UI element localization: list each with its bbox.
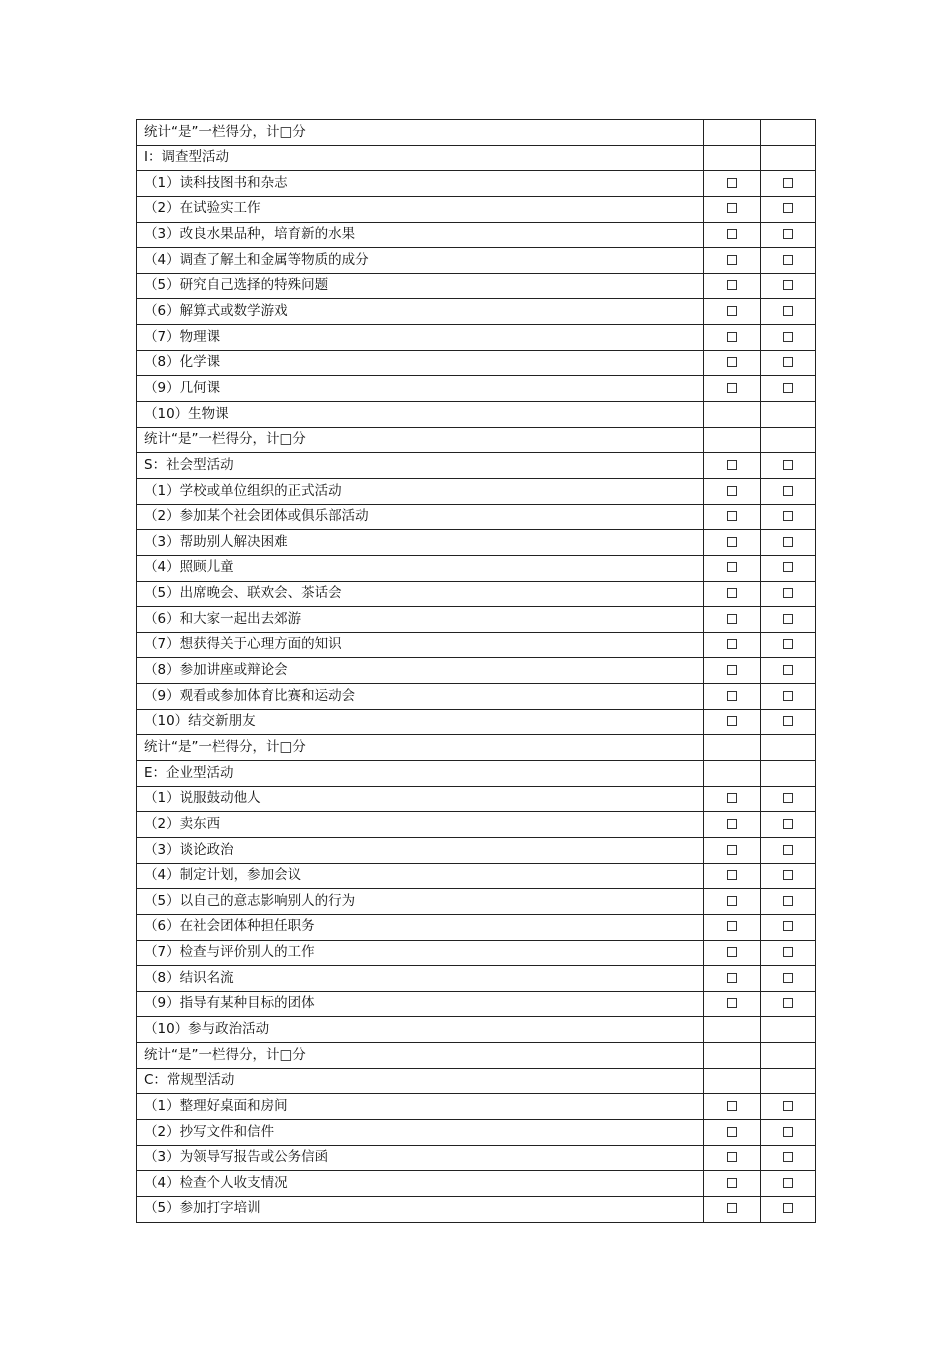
yes-checkbox[interactable] [727,383,737,393]
yes-column-cell [704,991,761,1017]
yes-column-cell [704,812,761,838]
yes-column-cell [704,376,761,402]
no-column-cell [761,1119,816,1145]
item-row [137,632,816,658]
yes-column-cell [704,1119,761,1145]
no-checkbox[interactable] [783,716,793,726]
score-summary-label: 统计“是”一栏得分，计□分 [137,120,704,146]
no-checkbox[interactable] [783,588,793,598]
no-column-cell [761,658,816,684]
yes-checkbox[interactable] [727,1178,737,1188]
yes-column-cell [704,453,761,479]
yes-checkbox[interactable] [727,1127,737,1137]
item-row [137,402,816,428]
no-column-cell [761,991,816,1017]
item-label: （3）谈论政治 [137,837,704,863]
yes-column-cell [704,530,761,556]
yes-checkbox[interactable] [727,511,737,521]
item-label: （4）制定计划，参加会议 [137,863,704,889]
item-label: （8）化学课 [137,350,704,376]
item-label: （4）调查了解土和金属等物质的成分 [137,248,704,274]
item-row [137,1145,816,1171]
item-label: （5）研究自己选择的特殊问题 [137,273,704,299]
item-row [137,658,816,684]
no-column-cell [761,684,816,710]
no-checkbox[interactable] [783,383,793,393]
item-row [137,709,816,735]
no-column-cell [761,786,816,812]
yes-checkbox[interactable] [727,973,737,983]
section-header-row [137,145,816,171]
no-checkbox[interactable] [783,537,793,547]
item-row [137,914,816,940]
item-label: （6）在社会团体种担任职务 [137,914,704,940]
item-label: （1）读科技图书和杂志 [137,171,704,197]
item-label: （9）观看或参加体育比赛和运动会 [137,684,704,710]
yes-checkbox[interactable] [727,460,737,470]
item-row [137,376,816,402]
yes-checkbox[interactable] [727,947,737,957]
yes-column-cell [704,1017,761,1043]
score-summary-label: 统计“是”一栏得分，计□分 [137,735,704,761]
yes-column-cell [704,658,761,684]
yes-checkbox[interactable] [727,921,737,931]
no-column-cell [761,222,816,248]
yes-column-cell [704,248,761,274]
item-label: （7）检查与评价别人的工作 [137,940,704,966]
no-checkbox[interactable] [783,896,793,906]
section-header-row [137,453,816,479]
no-column-cell [761,940,816,966]
no-column-cell [761,1145,816,1171]
yes-checkbox[interactable] [727,1203,737,1213]
item-label: （1）说服鼓动他人 [137,786,704,812]
yes-column-cell [704,273,761,299]
item-label: （6）和大家一起出去郊游 [137,607,704,633]
item-row [137,812,816,838]
survey-table-body [137,120,816,1223]
yes-checkbox[interactable] [727,178,737,188]
yes-column-cell [704,299,761,325]
yes-column-cell [704,735,761,761]
item-row [137,1017,816,1043]
yes-column-cell [704,607,761,633]
item-row [137,684,816,710]
no-checkbox[interactable] [783,691,793,701]
item-row [137,555,816,581]
no-checkbox[interactable] [783,1152,793,1162]
yes-column-cell [704,145,761,171]
yes-checkbox[interactable] [727,639,737,649]
no-column-cell [761,581,816,607]
yes-column-cell [704,555,761,581]
section-title: S：社会型活动 [137,453,704,479]
yes-column-cell [704,914,761,940]
item-row [137,889,816,915]
no-column-cell [761,504,816,530]
no-column-cell [761,837,816,863]
item-row [137,196,816,222]
item-label: （5）参加打字培训 [137,1196,704,1222]
yes-checkbox[interactable] [727,486,737,496]
no-checkbox[interactable] [783,639,793,649]
no-checkbox[interactable] [783,665,793,675]
no-checkbox[interactable] [783,793,793,803]
interest-survey-table [136,119,816,1223]
no-column-cell [761,812,816,838]
no-column-cell [761,1094,816,1120]
no-column-cell [761,196,816,222]
yes-column-cell [704,966,761,992]
item-row [137,991,816,1017]
no-checkbox[interactable] [783,306,793,316]
no-column-cell [761,966,816,992]
no-checkbox[interactable] [783,614,793,624]
no-column-cell [761,120,816,146]
no-column-cell [761,350,816,376]
section-header-row [137,761,816,787]
yes-column-cell [704,709,761,735]
item-row [137,1171,816,1197]
yes-column-cell [704,478,761,504]
item-row [137,1094,816,1120]
no-checkbox[interactable] [783,562,793,572]
item-label: （3）改良水果品种，培育新的水果 [137,222,704,248]
yes-column-cell [704,786,761,812]
item-label: （7）物理课 [137,325,704,351]
no-column-cell [761,863,816,889]
yes-column-cell [704,120,761,146]
item-label: （5）出席晚会、联欢会、茶话会 [137,581,704,607]
yes-checkbox[interactable] [727,280,737,290]
no-checkbox[interactable] [783,511,793,521]
no-checkbox[interactable] [783,947,793,957]
yes-column-cell [704,350,761,376]
summary-row [137,1043,816,1069]
yes-column-cell [704,863,761,889]
item-row [137,607,816,633]
no-checkbox[interactable] [783,870,793,880]
item-row [137,966,816,992]
no-column-cell [761,453,816,479]
no-column-cell [761,1171,816,1197]
no-column-cell [761,1017,816,1043]
no-column-cell [761,1196,816,1222]
item-label: （4）照顾儿童 [137,555,704,581]
no-checkbox[interactable] [783,460,793,470]
item-label: （1）学校或单位组织的正式活动 [137,478,704,504]
yes-checkbox[interactable] [727,665,737,675]
yes-column-cell [704,1068,761,1094]
section-title: I：调查型活动 [137,145,704,171]
item-label: （10）结交新朋友 [137,709,704,735]
no-checkbox[interactable] [783,178,793,188]
yes-checkbox[interactable] [727,793,737,803]
yes-column-cell [704,196,761,222]
yes-checkbox[interactable] [727,588,737,598]
yes-checkbox[interactable] [727,562,737,572]
item-row [137,478,816,504]
no-column-cell [761,889,816,915]
no-column-cell [761,145,816,171]
item-row [137,940,816,966]
section-title: E：企业型活动 [137,761,704,787]
yes-column-cell [704,581,761,607]
no-column-cell [761,709,816,735]
item-label: （4）检查个人收支情况 [137,1171,704,1197]
yes-column-cell [704,1094,761,1120]
score-summary-label: 统计“是”一栏得分，计□分 [137,427,704,453]
item-label: （10）生物课 [137,402,704,428]
no-column-cell [761,299,816,325]
yes-column-cell [704,222,761,248]
yes-checkbox[interactable] [727,229,737,239]
yes-checkbox[interactable] [727,870,737,880]
item-row [137,504,816,530]
no-column-cell [761,530,816,556]
no-column-cell [761,735,816,761]
item-row [137,581,816,607]
item-row [137,273,816,299]
section-header-row [137,1068,816,1094]
yes-checkbox[interactable] [727,332,737,342]
yes-column-cell [704,632,761,658]
item-label: （3）为领导写报告或公务信函 [137,1145,704,1171]
item-label: （6）解算式或数学游戏 [137,299,704,325]
yes-column-cell [704,889,761,915]
item-row [137,530,816,556]
no-column-cell [761,325,816,351]
yes-column-cell [704,1145,761,1171]
no-checkbox[interactable] [783,357,793,367]
item-row [137,837,816,863]
no-checkbox[interactable] [783,229,793,239]
no-column-cell [761,607,816,633]
item-label: （2）参加某个社会团体或俱乐部活动 [137,504,704,530]
no-column-cell [761,248,816,274]
no-checkbox[interactable] [783,921,793,931]
item-label: （2）卖东西 [137,812,704,838]
item-label: （3）帮助别人解决困难 [137,530,704,556]
no-checkbox[interactable] [783,1127,793,1137]
no-checkbox[interactable] [783,998,793,1008]
no-column-cell [761,273,816,299]
item-label: （1）整理好桌面和房间 [137,1094,704,1120]
item-label: （9）几何课 [137,376,704,402]
yes-column-cell [704,504,761,530]
no-checkbox[interactable] [783,203,793,213]
item-row [137,325,816,351]
yes-column-cell [704,837,761,863]
section-title: C：常规型活动 [137,1068,704,1094]
no-column-cell [761,1068,816,1094]
yes-checkbox[interactable] [727,1101,737,1111]
item-label: （2）在试验实工作 [137,196,704,222]
item-row [137,1196,816,1222]
no-column-cell [761,761,816,787]
yes-checkbox[interactable] [727,716,737,726]
score-summary-label: 统计“是”一栏得分，计□分 [137,1043,704,1069]
no-checkbox[interactable] [783,1203,793,1213]
no-checkbox[interactable] [783,845,793,855]
yes-checkbox[interactable] [727,819,737,829]
yes-column-cell [704,427,761,453]
summary-row [137,735,816,761]
no-column-cell [761,376,816,402]
item-row [137,786,816,812]
item-row [137,299,816,325]
no-checkbox[interactable] [783,255,793,265]
item-row [137,350,816,376]
yes-checkbox[interactable] [727,357,737,367]
item-label: （8）结识名流 [137,966,704,992]
no-checkbox[interactable] [783,486,793,496]
item-row [137,1119,816,1145]
yes-column-cell [704,1196,761,1222]
yes-checkbox[interactable] [727,1152,737,1162]
item-label: （7）想获得关于心理方面的知识 [137,632,704,658]
item-label: （5）以自己的意志影响别人的行为 [137,889,704,915]
yes-column-cell [704,1043,761,1069]
no-checkbox[interactable] [783,1101,793,1111]
yes-column-cell [704,325,761,351]
yes-column-cell [704,402,761,428]
yes-checkbox[interactable] [727,998,737,1008]
no-column-cell [761,632,816,658]
yes-checkbox[interactable] [727,203,737,213]
yes-checkbox[interactable] [727,614,737,624]
yes-checkbox[interactable] [727,537,737,547]
yes-checkbox[interactable] [727,255,737,265]
no-checkbox[interactable] [783,1178,793,1188]
yes-checkbox[interactable] [727,845,737,855]
yes-column-cell [704,1171,761,1197]
summary-row [137,427,816,453]
yes-checkbox[interactable] [727,306,737,316]
no-column-cell [761,402,816,428]
no-column-cell [761,478,816,504]
no-column-cell [761,427,816,453]
no-checkbox[interactable] [783,973,793,983]
item-row [137,248,816,274]
no-column-cell [761,914,816,940]
yes-column-cell [704,171,761,197]
summary-row [137,120,816,146]
yes-column-cell [704,761,761,787]
item-row [137,171,816,197]
no-checkbox[interactable] [783,819,793,829]
no-checkbox[interactable] [783,332,793,342]
no-column-cell [761,555,816,581]
item-label: （2）抄写文件和信件 [137,1119,704,1145]
yes-column-cell [704,940,761,966]
yes-checkbox[interactable] [727,896,737,906]
yes-column-cell [704,684,761,710]
yes-checkbox[interactable] [727,691,737,701]
no-column-cell [761,171,816,197]
no-checkbox[interactable] [783,280,793,290]
item-label: （9）指导有某种目标的团体 [137,991,704,1017]
item-label: （8）参加讲座或辩论会 [137,658,704,684]
item-label: （10）参与政治活动 [137,1017,704,1043]
item-row [137,222,816,248]
item-row [137,863,816,889]
no-column-cell [761,1043,816,1069]
